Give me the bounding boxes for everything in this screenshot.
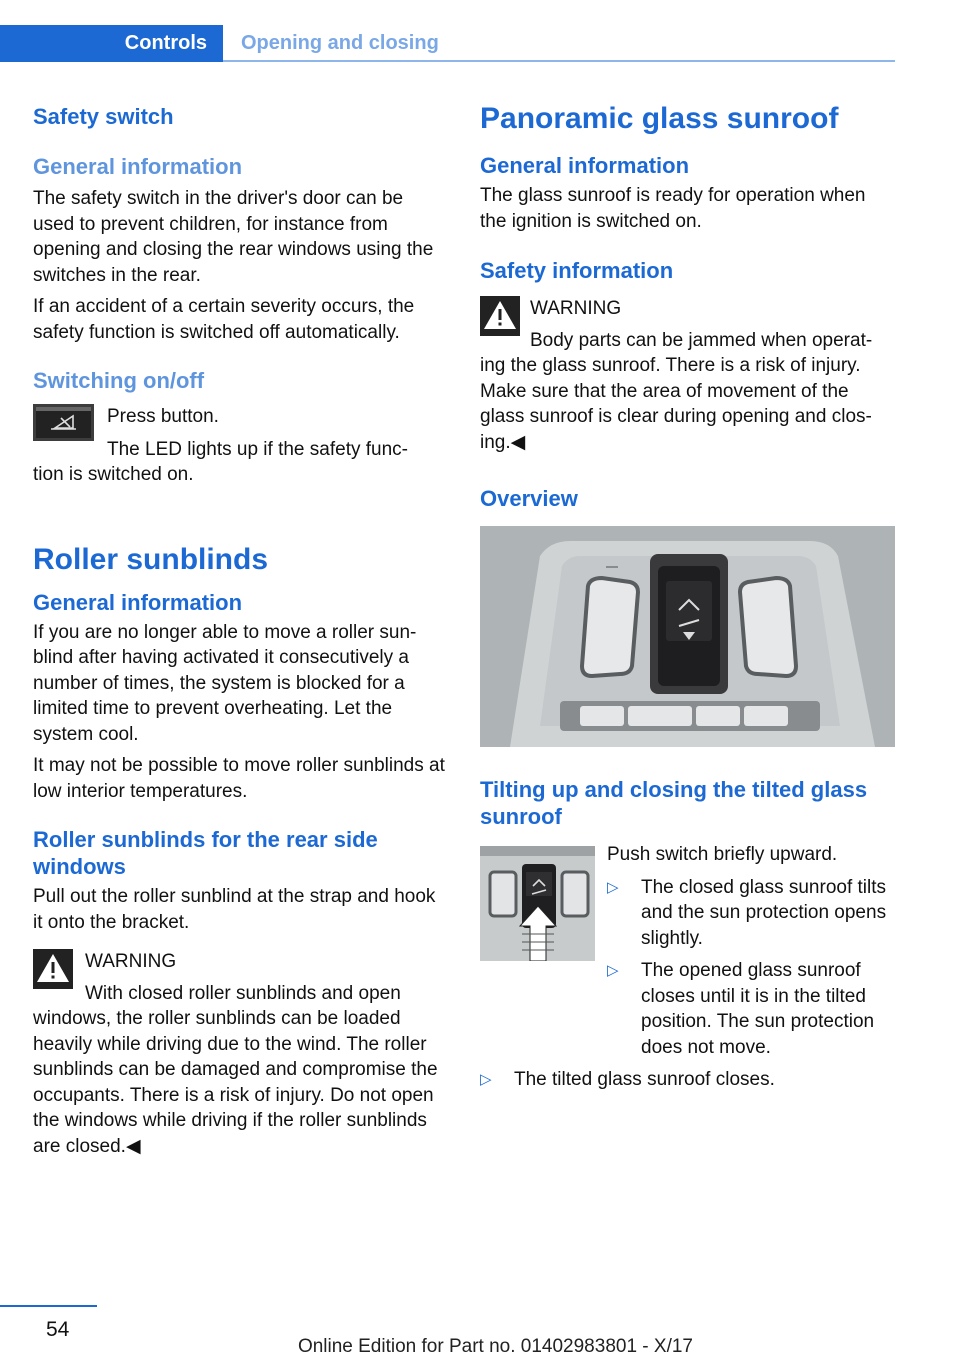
general-info-text-2: If an accident of a certain severity occurs, the safety function is switched off automatically. [33, 296, 415, 343]
sunroof-general-info-heading: General information [480, 153, 690, 178]
tilt-switch-image [480, 846, 595, 961]
bullet-triangle-icon: ▷ [480, 1071, 492, 1088]
left-column [33, 95, 446, 1159]
page-header [0, 25, 895, 62]
led-text-cont: tion is switched on. [33, 464, 194, 485]
bullet-triangle-icon: ▷ [607, 962, 619, 979]
list-item: ▷ The opened glass sunroof closes until it is in the tilted position. The sun protection does not move. [607, 960, 875, 1058]
roller-text-1: If you are no longer able to move a roller sun‐blind after having activated it consecutively a number of times, the system is blocked for a limited time to prevent overheating. Let the system cool. [33, 621, 417, 745]
press-button-text: Press button. [107, 406, 219, 427]
warning-text-2: ing the glass sunroof. There is a risk of injury. Make sure that the area of movement of the glass sunroof is clear during opening and clos‐ing.◀ [480, 355, 872, 453]
general-info-text-1: The safety switch in the driver's door can be used to prevent children, for instance from opening and closing the rear windows using the switches in the rear. [33, 188, 434, 286]
tilting-heading: Tilting up and closing the tilted glass sunroof [480, 777, 868, 829]
sunroof-warning [480, 296, 895, 455]
warning-icon [480, 296, 520, 336]
general-info-heading: General information [33, 154, 243, 179]
warning-label: WARNING [85, 951, 177, 972]
safety-switch-button-icon [33, 404, 94, 441]
switching-heading: Switching on/off [33, 368, 205, 393]
section-tab[interactable]: Controls [0, 25, 223, 62]
warning-icon [33, 949, 73, 989]
roller-sunblinds-heading: Roller sunblinds [33, 542, 269, 576]
warning-text-1: Body parts can be jammed when operat‐ [530, 329, 873, 351]
roller-text-2: It may not be possible to move roller sunblinds at low interior temperatures. [33, 755, 445, 802]
right-column [480, 95, 895, 1100]
sunroof-general-info-text: The glass sunroof is ready for operation when the ignition is switched on. [480, 185, 866, 232]
list-item: ▷ The tilted glass sunroof closes. [480, 1067, 895, 1093]
roller-warning [33, 949, 446, 1159]
panoramic-heading: Panoramic glass sunroof [480, 102, 839, 135]
sunroof-switch-overview-image [480, 526, 895, 747]
roller-general-info-heading: General information [33, 589, 243, 615]
edition-text: Online Edition for Part no. 01402983801 - X/17 [297, 1336, 693, 1357]
warning-text-2: windows, the roller sunblinds can be loaded heavily while driving due to the wind. The roller sunblinds can be damaged and compromise the occupants. There is a risk of injury. Do not open the windows while driving if the roller sunblinds are closed.◀ [33, 1008, 438, 1157]
list-item: ▷ The closed glass sunroof tilts and the sun protection opens slightly. [607, 876, 887, 949]
safety-switch-heading: Safety switch [33, 104, 174, 129]
rear-windows-heading: Roller sunblinds for the rear side windows [33, 827, 378, 879]
footer-rule [0, 1305, 97, 1307]
page-number: 54 [46, 1318, 70, 1341]
tilt-instruction [480, 842, 895, 1093]
push-switch-text: Push switch briefly upward. [607, 844, 838, 865]
bullet-triangle-icon: ▷ [607, 878, 619, 896]
safety-info-heading: Safety information [480, 258, 674, 283]
warning-label: WARNING [530, 298, 622, 319]
overview-heading: Overview [480, 486, 578, 511]
switch-instruction [33, 404, 446, 488]
header-rule [223, 60, 895, 62]
rear-windows-text: Pull out the roller sunblind at the strap and hook it onto the bracket. [33, 886, 436, 933]
warning-text-1: With closed roller sunblinds and open [85, 982, 401, 1004]
subsection-tab[interactable]: Opening and closing [241, 32, 439, 54]
led-text: The LED lights up if the safety func‐ [107, 438, 408, 460]
